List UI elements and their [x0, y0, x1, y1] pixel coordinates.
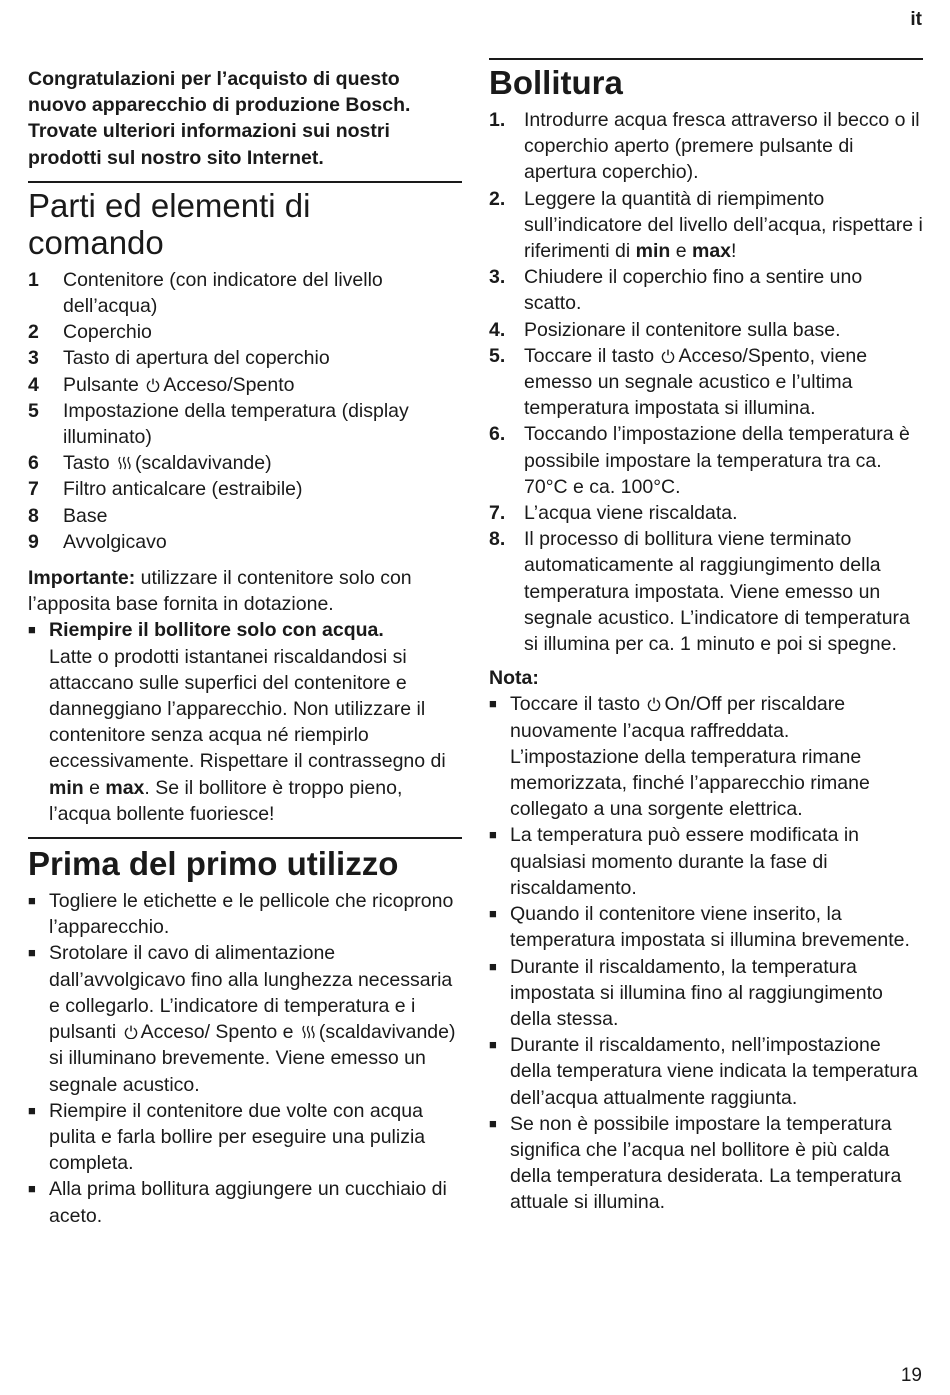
warm-icon: [117, 456, 132, 470]
list-item: 8. Il processo di bollitura viene terminato automaticamente al raggiungimento della temperatura impostata. Viene emesso un segnale acustico. L’indicatore di temperatura si illumina per ca. 1 minuto e poi si spegne.: [489, 528, 910, 656]
parts-list-item: 4 Pulsante Acceso/Spento: [28, 373, 295, 396]
list-item: ■ Durante il riscaldamento, la temperatura impostata si illumina fino al raggiungimento della stessa.: [489, 954, 923, 1033]
parts-list-item: 9 Avvolgicavo: [28, 530, 167, 553]
note-label: Nota:: [489, 667, 539, 690]
parts-list-item: 6 Tasto (scaldavivande): [28, 452, 272, 475]
warm-icon: [301, 1025, 316, 1039]
list-item: 1. Introdurre acqua fresca attraverso il becco o il coperchio aperto (premere pulsante di apertura coperchio).: [489, 109, 920, 184]
list-item: ■ Riempire il contenitore due volte con acqua pulita e farla bollire per eseguire una pulizia completa.: [28, 1098, 462, 1177]
parts-heading: Parti ed elementi di comando: [28, 186, 311, 261]
intro-text: Congratulazioni per l’acquisto di questo nuovo apparecchio di produzione Bosch. Trovate ulteriori informazioni sui nostri prodotti sul nostro sito Internet.: [28, 68, 411, 169]
square-bullet-icon: ■: [489, 1115, 497, 1131]
list-item: ■ Srotolare il cavo di alimentazione dall’avvolgicavo fino alla lunghezza necessaria e collegarlo. L’indicatore di temperatura e i pulsanti Acceso/ Spento e (scaldavivande) si illuminano brevemente. Viene emesso un segnale acustico.: [28, 940, 462, 1097]
power-icon: [124, 1025, 138, 1039]
square-bullet-icon: ■: [28, 1181, 36, 1197]
list-item: 5. Toccare il tasto Acceso/Spento, viene emesso un segnale acustico e l’ultima temperatura impostata si illumina.: [489, 344, 868, 420]
parts-list-item: 1 Contenitore (con indicatore del livello dell’acqua): [28, 268, 383, 318]
first-use-list: [28, 888, 462, 1229]
square-bullet-icon: ■: [489, 958, 497, 974]
right-column: [489, 58, 923, 1216]
page-number: 19: [900, 1365, 922, 1386]
parts-list-item: 8 Base: [28, 504, 108, 527]
square-bullet-icon: ■: [489, 1037, 497, 1053]
list-item: 7. L’acqua viene riscaldata.: [489, 502, 738, 525]
important-note: Importante: utilizzare il contenitore solo con l’apposita base fornita in dotazione.: [28, 567, 412, 616]
note-list: [489, 691, 923, 1215]
square-bullet-icon: ■: [28, 945, 36, 961]
square-bullet-icon: ■: [28, 893, 36, 909]
square-bullet-icon: ■: [489, 696, 497, 712]
list-item: ■ Se non è possibile impostare la temperatura significa che l’acqua nel bollitore è più calda della temperatura desiderata. La temperatura attuale si illumina.: [489, 1111, 923, 1216]
power-icon: [647, 697, 661, 711]
warning-list: [28, 617, 462, 827]
language-code: it: [910, 9, 922, 30]
list-item: ■ Toccare il tasto On/Off per riscaldare nuovamente l’acqua raffreddata. L’impostazione della temperatura rimane memorizzata, finché l’apparecchio rimane collegato a una sorgente elettrica.: [489, 691, 923, 822]
parts-list-item: 5 Impostazione della temperatura (display illuminato): [28, 399, 409, 449]
list-item: 3. Chiudere il coperchio fino a sentire uno scatto.: [489, 266, 863, 315]
square-bullet-icon: ■: [489, 906, 497, 922]
list-item: ■ Quando il contenitore viene inserito, la temperatura impostata si illumina brevemente.: [489, 901, 923, 953]
power-icon: [661, 349, 675, 363]
list-item: ■ La temperatura può essere modificata in qualsiasi momento durante la fase di riscaldamento.: [489, 822, 923, 901]
parts-list-item: 2 Coperchio: [28, 321, 152, 344]
list-item: ■ Riempire il bollitore solo con acqua. Latte o prodotti istantanei riscaldandosi si attaccano sulle superfici del contenitore e danneggiano l’apparecchio. Non utilizzare il contenitore senza acqua né riempirlo eccessivamente. Rispettare il contrassegno di min e max. Se il bollitore è troppo pieno, l’acqua bollente fuoriesce!: [28, 617, 462, 827]
list-item: 2. Leggere la quantità di riempimento sull’indicatore del livello dell’acqua, rispettare i riferimenti di min e max!: [489, 187, 923, 263]
section-rule: [28, 181, 462, 183]
list-item: ■ Durante il riscaldamento, nell’impostazione della temperatura viene indicata la temperatura dell’acqua attualmente raggiunta.: [489, 1032, 923, 1111]
section-rule: [489, 58, 923, 60]
list-item: ■ Alla prima bollitura aggiungere un cucchiaio di aceto.: [28, 1176, 462, 1228]
list-item: ■ Togliere le etichette e le pellicole che ricoprono l’apparecchio.: [28, 888, 462, 940]
power-icon: [146, 378, 160, 392]
first-use-heading: Prima del primo utilizzo: [28, 845, 399, 883]
square-bullet-icon: ■: [28, 622, 36, 638]
parts-list: [28, 267, 462, 555]
parts-list-item: 3 Tasto di apertura del coperchio: [28, 347, 330, 370]
list-item: 6. Toccando l’impostazione della temperatura è possibile impostare la temperatura tra ca. 70°C e ca. 100°C.: [489, 423, 910, 498]
parts-list-item: 7 Filtro anticalcare (estraibile): [28, 478, 303, 501]
square-bullet-icon: ■: [489, 827, 497, 843]
boiling-heading: Bollitura: [489, 64, 623, 101]
section-rule: [28, 837, 462, 839]
left-column: [28, 56, 462, 1229]
square-bullet-icon: ■: [28, 1102, 36, 1118]
boiling-steps: [489, 107, 923, 657]
list-item: 4. Posizionare il contenitore sulla base.: [489, 318, 841, 341]
